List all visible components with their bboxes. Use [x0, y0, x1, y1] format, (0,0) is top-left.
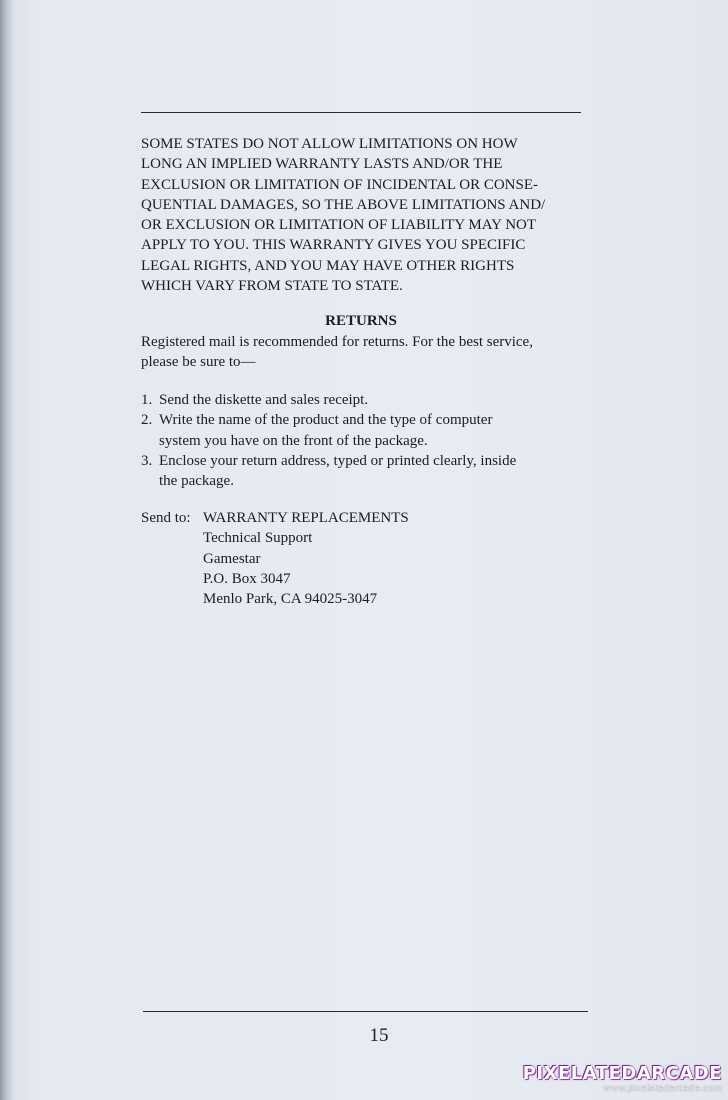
returns-intro: Registered mail is recommended for returns. For the best service, please be sure to—	[141, 334, 533, 371]
returns-step	[141, 410, 586, 451]
step-number: 3.	[141, 452, 153, 469]
returns-steps	[141, 390, 586, 491]
returns-step	[141, 390, 586, 410]
mailing-address	[203, 508, 409, 609]
returns-step	[141, 451, 586, 492]
page-number: 15	[369, 1025, 389, 1046]
watermark-name: PIXELATEDARCADE	[522, 1063, 722, 1084]
returns-heading: RETURNS	[325, 313, 397, 329]
address-line: P.O. Box 3047	[203, 570, 291, 587]
send-to-label: Send to:	[141, 510, 191, 526]
step-text: Enclose your return address, typed or printed clearly, inside the package.	[159, 452, 517, 490]
warranty-disclaimer: SOME STATES DO NOT ALLOW LIMITATIONS ON HOW LONG AN IMPLIED WARRANTY LASTS AND/OR THE EXCLUSION OR LIMITATION OF INCIDENTAL OR CONSE- QUENTIAL DAMAGES, SO THE ABOVE LIMITATIONS AND/ OR EXCLUSION OR LIMITATION OF LIABILITY MAY NOT APPLY TO YOU. THIS WARRANTY GIVES YOU SPECIFIC LEGAL RIGHTS, AND YOU MAY HAVE OTHER RIGHTS WHICH VARY FROM STATE TO STATE.	[141, 136, 546, 295]
address-line: Technical Support	[203, 530, 313, 547]
step-number: 1.	[141, 392, 153, 408]
binding-spine	[0, 0, 12, 1100]
address-line: Menlo Park, CA 94025-3047	[203, 591, 378, 608]
step-number: 2.	[141, 412, 153, 429]
site-watermark	[523, 1064, 722, 1094]
address-line: WARRANTY REPLACEMENTS	[203, 510, 409, 526]
watermark-url: www.pixelatedarcade.com	[603, 1084, 722, 1094]
step-text: Send the diskette and sales receipt.	[159, 392, 369, 408]
step-text: Write the name of the product and the type of computer system you have on the front of the package.	[159, 412, 493, 449]
address-line: Gamestar	[203, 550, 261, 567]
bottom-rule	[143, 1011, 588, 1012]
top-rule	[141, 112, 581, 113]
